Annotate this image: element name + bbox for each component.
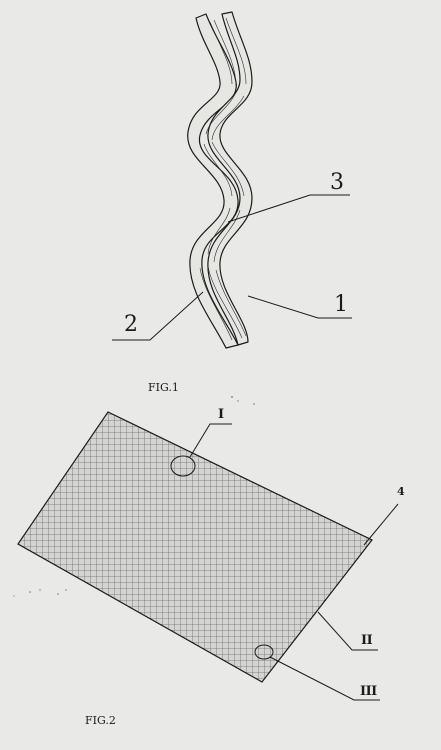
leader-4 bbox=[364, 504, 398, 545]
leader-i bbox=[190, 424, 232, 457]
label-i: I bbox=[218, 407, 224, 422]
fig2-caption: FIG.2 bbox=[85, 714, 116, 727]
label-iii: III bbox=[360, 684, 377, 699]
mesh-panel bbox=[18, 412, 372, 682]
label-4: 4 bbox=[397, 485, 405, 498]
mesh-sheet bbox=[18, 412, 372, 682]
label-1: 1 bbox=[334, 292, 348, 317]
fig1-caption: FIG.1 bbox=[148, 381, 179, 394]
label-2: 2 bbox=[124, 312, 138, 337]
label-3: 3 bbox=[330, 170, 344, 195]
rope-strand-a bbox=[188, 14, 238, 348]
label-ii: II bbox=[361, 633, 373, 648]
